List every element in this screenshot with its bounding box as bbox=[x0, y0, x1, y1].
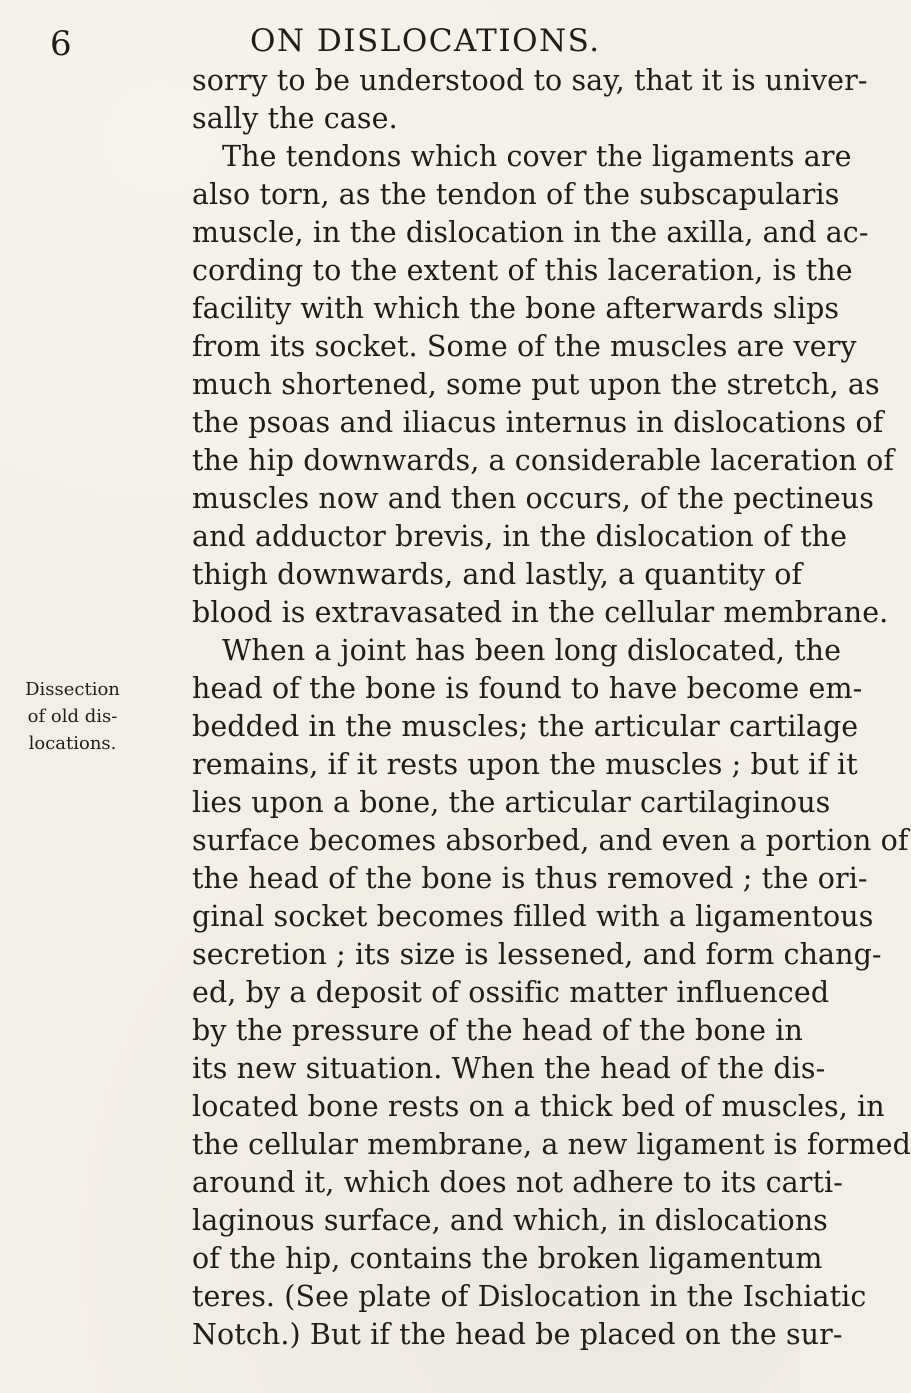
text-line: sally the case. bbox=[192, 102, 398, 135]
text-line: the cellular membrane, a new ligament is formed bbox=[192, 1128, 911, 1161]
text-line: and adductor brevis, in the dislocation of the bbox=[192, 520, 848, 553]
text-line: bedded in the muscles; the articular cartilage bbox=[192, 710, 859, 743]
text-line: Notch.) But if the head be placed on the sur- bbox=[192, 1318, 843, 1351]
text-line: the head of the bone is thus removed ; the ori- bbox=[192, 862, 868, 895]
text-line: much shortened, some put upon the stretch, as bbox=[192, 368, 880, 401]
text-line: around it, which does not adhere to its carti- bbox=[192, 1166, 843, 1199]
text-line: surface becomes absorbed, and even a portion of bbox=[192, 824, 909, 857]
running-title: ON DISLOCATIONS. bbox=[250, 23, 601, 59]
text-line: ginal socket becomes filled with a ligamentous bbox=[192, 900, 874, 933]
text-line: lies upon a bone, the articular cartilaginous bbox=[192, 786, 831, 819]
text-line: sorry to be understood to say, that it is univer- bbox=[192, 64, 868, 97]
text-line: blood is extravasated in the cellular membrane. bbox=[192, 596, 889, 629]
sidenote-line: locations. bbox=[28, 733, 117, 754]
text-line: the hip downwards, a considerable laceration of bbox=[192, 444, 895, 477]
sidenote-line: Dissection bbox=[25, 679, 120, 700]
text-line: muscle, in the dislocation in the axilla, and ac- bbox=[192, 216, 869, 249]
text-line: head of the bone is found to have become em- bbox=[192, 672, 863, 705]
text-line: its new situation. When the head of the dis- bbox=[192, 1052, 826, 1085]
text-line: secretion ; its size is lessened, and form chang- bbox=[192, 938, 882, 971]
text-line: by the pressure of the head of the bone in bbox=[192, 1014, 803, 1047]
sidenote-line: of old dis- bbox=[27, 706, 118, 727]
margin-sidenote bbox=[20, 676, 125, 757]
text-line: of the hip, contains the broken ligamentum bbox=[192, 1242, 823, 1275]
text-line: ed, by a deposit of ossific matter influenced bbox=[192, 976, 830, 1009]
text-line: muscles now and then occurs, of the pectineus bbox=[192, 482, 874, 515]
text-line: cording to the extent of this laceration, is the bbox=[192, 254, 853, 287]
body-text bbox=[192, 62, 911, 1354]
text-line: laginous surface, and which, in dislocations bbox=[192, 1204, 828, 1237]
text-line: also torn, as the tendon of the subscapularis bbox=[192, 178, 840, 211]
page-number: 6 bbox=[50, 24, 72, 64]
text-line: teres. (See plate of Dislocation in the Ischiatic bbox=[192, 1280, 867, 1313]
text-line: The tendons which cover the ligaments are bbox=[222, 140, 852, 173]
text-line: facility with which the bone afterwards slips bbox=[192, 292, 840, 325]
text-line: remains, if it rests upon the muscles ; but if it bbox=[192, 748, 858, 781]
text-line: thigh downwards, and lastly, a quantity of bbox=[192, 558, 803, 591]
text-line: from its socket. Some of the muscles are very bbox=[192, 330, 857, 363]
text-line: located bone rests on a thick bed of muscles, in bbox=[192, 1090, 885, 1123]
text-line: When a joint has been long dislocated, the bbox=[222, 634, 842, 667]
text-line: the psoas and iliacus internus in dislocations of bbox=[192, 406, 884, 439]
